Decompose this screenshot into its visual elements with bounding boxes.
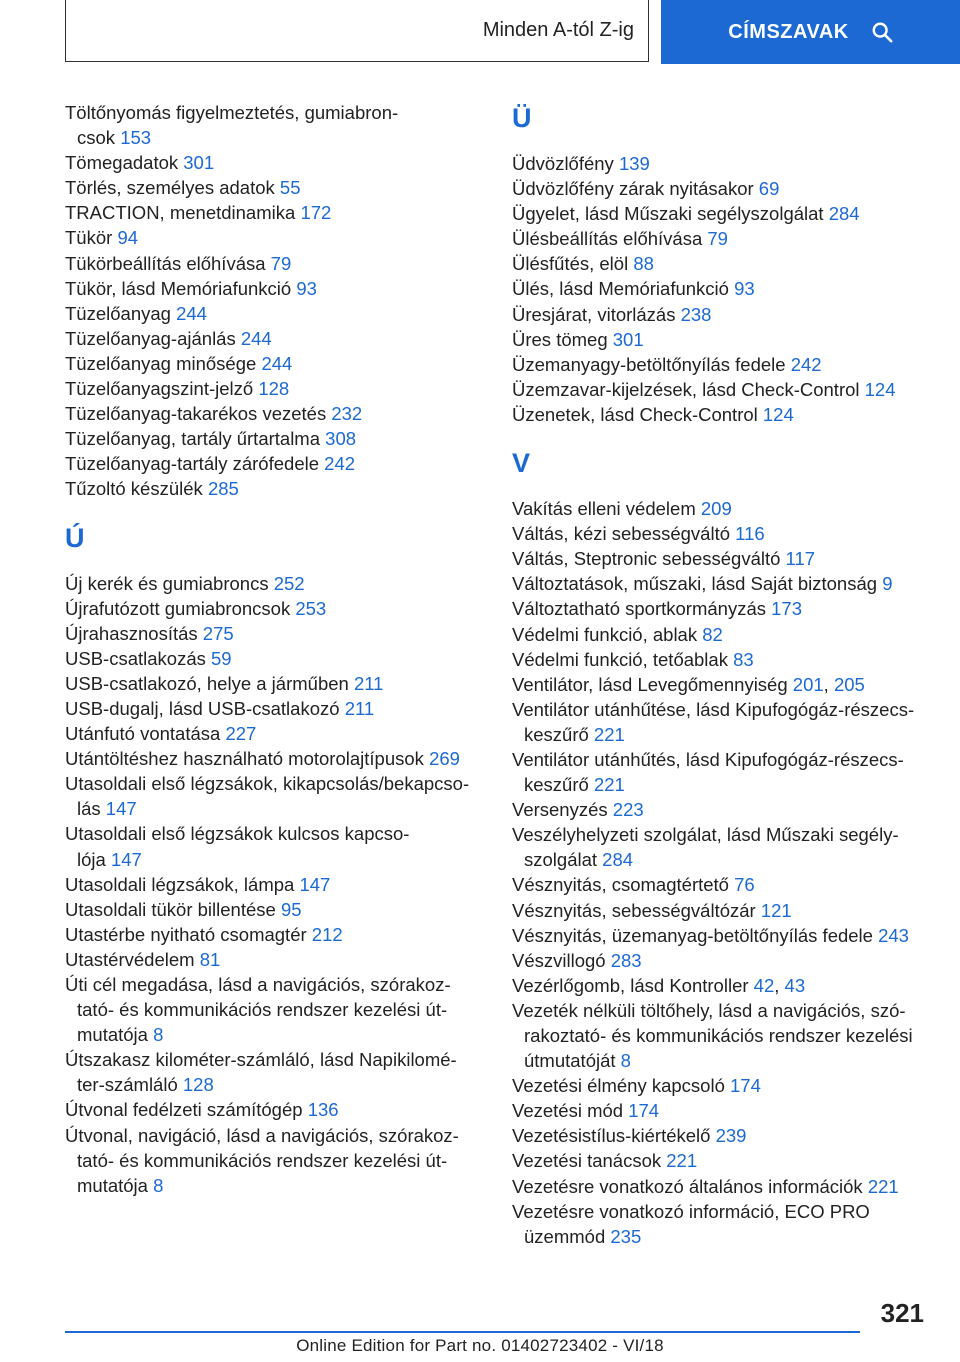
page-link[interactable]: 174 [628,1100,660,1122]
page-link[interactable]: 221 [593,774,625,796]
index-entry [512,747,932,797]
page-link[interactable]: 69 [758,178,780,200]
page-link[interactable]: 124 [762,403,794,425]
index-entry-text: Vezetési mód [512,1100,624,1122]
index-entry [65,1097,485,1122]
index-entry [65,571,485,596]
index-entry-text: Újrafutózott gumiabroncsok [65,597,291,619]
index-entry [65,376,485,401]
index-entry [512,1174,932,1199]
page-link[interactable]: 242 [324,453,356,475]
index-entry [512,998,932,1073]
index-entry-text: Üzenetek, lásd Check-Control [512,403,758,425]
index-entry [512,1148,932,1173]
page-link[interactable]: 76 [734,874,755,896]
page-link[interactable]: 93 [734,278,755,300]
index-entry [512,948,932,973]
index-entry-text: Tüzelőanyag minősége [65,352,257,374]
index-entry [512,352,932,377]
index-entry-text: Tüzelőanyag-tartály zárófedele [65,453,320,475]
index-entry-text: Utántöltéshez használható motorolajtípusok [65,748,424,770]
index-entry-text: Tüzelőanyag-ajánlás [65,327,236,349]
index-entry [512,596,932,621]
index-entry [512,521,932,546]
index-entry [65,225,485,250]
page-link[interactable]: 116 [735,523,765,545]
page-link[interactable]: 88 [633,253,654,275]
page-link[interactable]: 8 [153,1174,164,1196]
index-entry [65,671,485,696]
index-entry [512,1199,932,1249]
page-link[interactable]: 117 [785,548,816,570]
index-entry [512,226,932,251]
page-link[interactable]: 128 [182,1074,214,1096]
index-entry-text: Ülés, lásd Memóriafunkció [512,278,729,300]
index-entry-text: Utasoldali légzsákok, lámpa [65,873,295,895]
index-entry [512,251,932,276]
index-entry-text: Törlés, személyes adatok [65,177,275,199]
page-link[interactable]: 9 [882,573,893,595]
index-entry-text: Vészvillogó [512,949,606,971]
page-link[interactable]: 79 [270,252,292,274]
index-entry-text: Üdvözlőfény [512,153,614,174]
index-entry-text: Váltás, kézi sebességváltó [512,523,731,545]
page-link[interactable]: 211 [344,697,375,719]
index-entry [65,1047,485,1097]
index-entry-text: Újrahasznosítás [65,622,198,644]
index-entry-text: Védelmi funkció, ablak [512,623,698,645]
page-link[interactable]: 232 [331,403,363,425]
page-link[interactable]: 94 [117,227,139,249]
index-entry-text: Vésznyitás, sebességváltózár [512,899,756,921]
index-entry-text: Utastérbe nyitható csomagtér [65,923,307,945]
index-entry [512,622,932,647]
index-entry [512,546,932,571]
page-link[interactable]: 172 [300,202,332,224]
index-entry-text: Utánfutó vontatása [65,723,221,745]
index-entry-text: USB-csatlakozás [65,647,206,669]
index-entry-text: Úti cél megadása, lásd a navigációs, szórakoz- tató- és kommunikációs rendszer kezelési út- mutatója [65,974,451,1046]
page-link[interactable]: 82 [702,623,723,645]
index-entry [512,1098,932,1123]
index-entry [512,302,932,327]
index-entry-text: Utasoldali első légzsákok kulcsos kapcso- lója [65,823,410,870]
index-entry [65,1123,485,1198]
index-entry-text: Vakítás elleni védelem [512,498,696,520]
index-entry-text: Tüzelőanyagszint-jelző [65,378,254,400]
page-link[interactable]: 285 [207,478,239,500]
index-entry [512,1073,932,1098]
index-entry [65,821,485,871]
index-entry-text: Tüzelőanyag, tartály űrtartalma [65,428,321,450]
page-link[interactable]: 238 [680,303,712,325]
index-entry-text: Vezeték nélküli töltőhely, lásd a navigációs, szó- rakoztató- és kommunikációs rendszer kezelési útmutatóját [512,999,913,1072]
page-link[interactable]: 243 [878,924,909,946]
page-link[interactable]: 55 [279,177,301,199]
page-link[interactable]: 121 [760,899,792,921]
index-entry [65,621,485,646]
index-entry-text: Ventilátor utánhűtése, lásd Kipufogógáz-részecs- keszűrő [512,698,915,745]
index-entry-text: Üdvözlőfény zárak nyitásakor [512,178,754,200]
index-entry-text: USB-csatlakozó, helye a járműben [65,672,349,694]
page-link[interactable]: 275 [202,622,234,644]
index-entry-text: Utasoldali tükör billentése [65,898,276,920]
index-entry-text: Váltás, Steptronic sebességváltó [512,548,781,570]
index-entry [512,176,932,201]
index-entry [512,496,932,521]
page-link[interactable]: 201 [792,673,824,695]
index-entry [512,276,932,301]
page-link[interactable]: 42 [753,974,775,996]
index-entry [65,746,485,771]
index-entry-text: Üzemzavar-kijelzések, lásd Check-Control [512,378,860,400]
page-link[interactable]: 284 [602,849,634,871]
tab-all-a-z[interactable] [65,0,649,62]
page-link[interactable]: 153 [120,127,152,149]
index-entry [65,100,485,150]
index-entry [65,426,485,451]
page-link[interactable]: 235 [610,1225,642,1247]
page-link[interactable]: 128 [258,378,290,400]
page-link[interactable]: 244 [261,352,293,374]
index-entry [65,476,485,501]
index-entry-text: Vezetésistílus-kiértékelő [512,1125,711,1147]
footer-edition: Online Edition for Part no. 01402723402 - VI/18 [296,1336,664,1355]
page-number: 321 [880,1298,924,1328]
index-entry-text: Változtatások, műszaki, lásd Saját biztonság [512,573,878,595]
index-entry [512,898,932,923]
index-entry-text: Utastérvédelem [65,948,195,970]
index-entry-text: Veszélyhelyzeti szolgálat, lásd Műszaki segély- szolgálat [512,824,899,871]
index-entry [512,822,932,872]
page-link[interactable]: 124 [864,378,896,400]
page-link[interactable]: 205 [833,673,865,695]
page-link[interactable]: 221 [666,1150,698,1172]
index-entry-text: Tüzelőanyag [65,302,171,324]
index-entry [65,696,485,721]
index-entry-text: Útvonal, navigáció, lásd a navigációs, szórakoz- tató- és kommunikációs rendszer kezelési út- mutatója [65,1124,459,1196]
index-entry-text: Tömegadatok [65,152,179,174]
index-entry [65,947,485,972]
index-entry-text: Üres tömeg [512,328,608,350]
index-entry-text: Utasoldali első légzsákok, kikapcsolás/bekapcso- lás [65,773,470,820]
page-link[interactable]: 284 [828,203,860,225]
index-entry-text: Ventilátor utánhűtés, lásd Kipufogógáz-részecs- keszűrő [512,748,904,796]
index-entry [512,571,932,596]
index-entry: Vezérlőgomb, lásd Kontroller 42, 43 [512,974,806,996]
page-link[interactable]: 147 [110,848,142,870]
index-column-right [512,100,932,1249]
index-entry-text: TRACTION, menetdinamika [65,202,296,224]
index-entry [512,327,932,352]
top-navigation [0,0,960,66]
index-entry-text: Tüzelőanyag-takarékos vezetés [65,403,327,425]
index-entry [512,1123,932,1148]
index-entry [65,401,485,426]
search-icon [871,21,893,43]
index-entry-text: Ventilátor, lásd Levegőmennyiség [512,673,788,695]
index-entry-text: Ülésbeállítás előhívása [512,228,703,250]
index-entry [512,201,932,226]
page-link[interactable]: 147 [299,873,331,895]
index-entry: Ventilátor, lásd Levegőmennyiség 201, 205 [512,673,865,695]
page-link[interactable]: 174 [730,1075,761,1097]
index-entry [512,647,932,672]
index-entry-text: Tükör [65,227,113,249]
index-entry-text: Útvonal fedélzeti számítógép [65,1099,303,1121]
index-entry [65,897,485,922]
index-entry-text: Útszakasz kilométer-számláló, lásd Napikilomé- ter-számláló [65,1049,457,1096]
index-entry [65,326,485,351]
index-entry [65,276,485,301]
index-entry-text: Üzemanyagy-betöltőnyílás fedele [512,353,786,375]
page-link[interactable]: 79 [707,228,728,250]
page-link[interactable]: 239 [715,1125,747,1147]
page-link[interactable]: 139 [618,153,650,174]
index-entry [65,646,485,671]
index-entry-text: Vésznyitás, csomagtértető [512,874,729,896]
page-link[interactable]: 253 [295,597,327,619]
page-link[interactable]: 244 [176,302,207,324]
tab-keywords[interactable] [661,0,960,64]
index-entry-text: Ügyelet, lásd Műszaki segélyszolgálat [512,203,824,225]
index-entry [65,451,485,476]
index-entry-text: Védelmi funkció, tetőablak [512,648,728,670]
page-link[interactable]: 43 [784,974,806,996]
index-entry-text: Tükörbeállítás előhívása [65,252,266,274]
page-link[interactable]: 211 [353,672,384,694]
page-link[interactable]: 308 [325,428,357,450]
page-link[interactable]: 59 [211,647,232,669]
page-link[interactable]: 242 [790,353,822,375]
footer-divider [65,1331,860,1333]
page-link[interactable]: 8 [153,1024,164,1046]
page-link[interactable]: 301 [183,152,215,174]
index-entry [512,923,932,948]
page-link[interactable]: 147 [105,798,137,820]
section-letter: V [512,448,531,479]
index-entry [65,596,485,621]
index-entry-text: Ülésfűtés, elöl [512,253,629,275]
index-entry [65,200,485,225]
index-entry-text: Tűzoltó készülék [65,478,203,500]
index-entry-text: Vésznyitás, üzemanyag-betöltőnyílás fedele [512,924,873,946]
page-link[interactable]: 227 [225,723,257,745]
index-entry-text: Vezetésre vonatkozó információ, ECO PRO üzemmód [512,1200,870,1247]
index-entry [65,301,485,326]
index-entry [65,175,485,200]
index-entry-text: Vezetésre vonatkozó általános információk [512,1175,863,1197]
index-entry [65,972,485,1047]
page-link[interactable]: 221 [593,723,625,745]
page-link[interactable]: 252 [273,572,305,594]
section-letter: Ü [512,103,532,133]
page-link[interactable]: 283 [610,949,642,971]
index-entry [65,922,485,947]
tab-keywords-label: CÍMSZAVAK [728,20,849,43]
index-entry [65,872,485,897]
index-column-left [65,100,485,1198]
index-entry-text: Versenyzés [512,799,608,821]
section-letter: Ú [65,522,85,553]
index-entry-text: Vezérlőgomb, lásd Kontroller [512,974,749,996]
page-link[interactable]: 8 [620,1050,631,1072]
index-entry [65,251,485,276]
page-link[interactable]: 136 [307,1099,339,1121]
page-link[interactable]: 212 [311,923,343,945]
index-entry-text: Üresjárat, vitorlázás [512,303,676,325]
tab-all-label: Minden A-tól Z-ig [482,19,634,41]
page-link[interactable]: 81 [199,948,221,970]
index-entry [65,150,485,175]
page-link[interactable]: 269 [429,748,460,770]
page-link[interactable]: 173 [771,598,803,620]
index-entry-text: Töltőnyomás figyelmeztetés, gumiabron- csok [65,102,399,149]
index-entry [512,797,932,822]
index-entry [65,351,485,376]
index-entry [512,872,932,897]
index-entry-text: USB-dugalj, lásd USB-csatlakozó [65,697,340,719]
index-entry [65,771,485,821]
page-link[interactable]: 95 [280,898,302,920]
page-link[interactable]: 244 [240,327,272,349]
index-entry [512,151,932,176]
page-link[interactable]: 221 [867,1175,899,1197]
index-entry-text: Tükör, lásd Memóriafunkció [65,277,292,299]
index-entry [512,697,932,747]
index-entry-text: Új kerék és gumiabroncs [65,572,269,594]
page-link[interactable]: 209 [700,498,732,520]
index-entry [512,402,932,427]
index-entry-text: Vezetési élmény kapcsoló [512,1075,725,1097]
index-entry-text: Változtatható sportkormányzás [512,598,766,620]
page-link[interactable]: 93 [296,277,317,299]
page-link[interactable]: 301 [612,328,644,350]
index-entry [65,721,485,746]
page-link[interactable]: 83 [733,648,754,670]
page-link[interactable]: 223 [612,799,644,821]
index-entry-text: Vezetési tanácsok [512,1150,662,1172]
index-entry [512,377,932,402]
